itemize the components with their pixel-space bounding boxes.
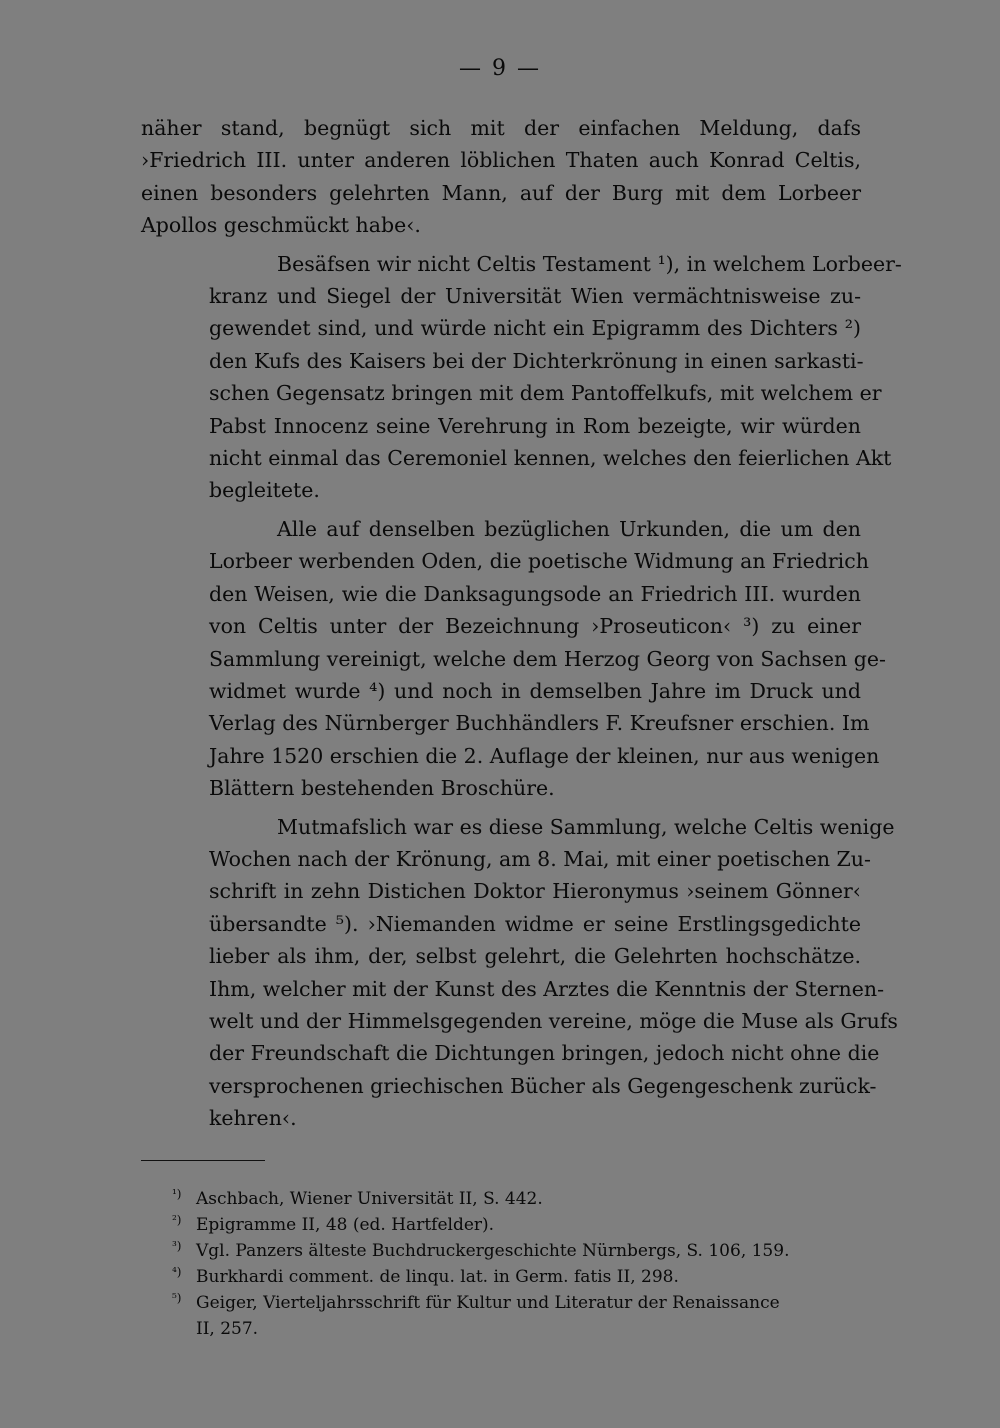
text-line: ›Friedrich III. unter anderen löblichen Thaten auch Konrad Celtis, xyxy=(141,148,861,173)
text-line: Blättern bestehenden Broschüre. xyxy=(209,776,555,801)
footnote-mark: ¹) xyxy=(172,1187,182,1201)
footnote-text: II, 257. xyxy=(196,1319,259,1339)
footnote-mark: ³) xyxy=(172,1239,182,1253)
paragraph-4 xyxy=(141,811,898,1135)
text-line: lieber als ihm, der, selbst gelehrt, die Gelehrten hochschätze. xyxy=(209,944,861,969)
text-line: den Kufs des Kaisers bei der Dichterkrönung in einen sarkasti- xyxy=(209,348,864,373)
text-line: Jahre 1520 erschien die 2. Auflage der kleinen, nur aus wenigen xyxy=(209,743,880,768)
footnote-mark: ⁴) xyxy=(172,1265,182,1279)
text-line: Besäfsen wir nicht Celtis Testament ¹), in welchem Lorbeer- xyxy=(277,251,902,276)
text-line: näher stand, begnügt sich mit der einfachen Meldung, dafs xyxy=(141,116,861,140)
text-line: schrift in zehn Distichen Doktor Hieronymus ›seinem Gönner‹ xyxy=(209,879,861,904)
footnote-divider xyxy=(141,1160,265,1161)
text-line: Mutmafslich war es diese Sammlung, welche Celtis wenige xyxy=(277,814,895,839)
text-line: kehren‹. xyxy=(209,1106,297,1131)
footnote-1 xyxy=(172,1186,862,1212)
footnote-4 xyxy=(172,1264,862,1290)
text-line: Apollos geschmückt habe‹. xyxy=(141,213,421,238)
text-line: Pabst Innocenz seine Verehrung in Rom bezeigte, wir würden xyxy=(209,413,861,438)
text-line: kranz und Siegel der Universität Wien vermächtnisweise zu- xyxy=(209,284,861,309)
text-line: widmet wurde ⁴) und noch in demselben Jahre im Druck und xyxy=(209,678,861,703)
footnote-5 xyxy=(172,1290,862,1342)
footnote-mark: ²) xyxy=(172,1213,182,1227)
main-text xyxy=(141,112,902,1141)
footnote-3 xyxy=(172,1238,862,1264)
footnote-text: Epigramme II, 48 (ed. Hartfelder). xyxy=(196,1215,495,1235)
text-line: den Weisen, wie die Danksagungsode an Friedrich III. wurden xyxy=(209,581,861,606)
footnote-text: Vgl. Panzers älteste Buchdruckergeschichte Nürnbergs, S. 106, 159. xyxy=(196,1241,790,1261)
text-line: Verlag des Nürnberger Buchhändlers F. Kreufsner erschien. Im xyxy=(209,711,870,736)
footnote-text: Burkhardi comment. de linqu. lat. in Germ. fatis II, 298. xyxy=(196,1267,679,1287)
text-line: übersandte ⁵). ›Niemanden widme er seine Erstlingsgedichte xyxy=(209,911,861,936)
footnote-2 xyxy=(172,1212,862,1238)
text-line: gewendet sind, und würde nicht ein Epigramm des Dichters ²) xyxy=(209,316,861,341)
text-line: nicht einmal das Ceremoniel kennen, welches den feierlichen Akt xyxy=(209,446,892,471)
page-number: — 9 — xyxy=(459,56,541,81)
text-line: Alle auf denselben bezüglichen Urkunden, die um den xyxy=(277,516,861,541)
footnote-text: Aschbach, Wiener Universität II, S. 442. xyxy=(196,1189,543,1209)
text-line: von Celtis unter der Bezeichnung ›Proseuticon‹ ³) zu einer xyxy=(209,614,861,639)
text-line: Ihm, welcher mit der Kunst des Arztes die Kenntnis der Sternen- xyxy=(209,976,885,1001)
text-line: Wochen nach der Krönung, am 8. Mai, mit einer poetischen Zu- xyxy=(209,846,871,871)
text-line: der Freundschaft die Dichtungen bringen, jedoch nicht ohne die xyxy=(209,1041,880,1066)
text-line: begleitete. xyxy=(209,478,320,503)
paragraph-2 xyxy=(141,248,902,507)
text-line: einen besonders gelehrten Mann, auf der Burg mit dem Lorbeer xyxy=(141,180,861,205)
text-line: Sammlung vereinigt, welche dem Herzog Georg von Sachsen ge- xyxy=(209,646,886,671)
text-line: schen Gegensatz bringen mit dem Pantoffelkufs, mit welchem er xyxy=(209,381,882,406)
text-line: versprochenen griechischen Bücher als Gegengeschenk zurück- xyxy=(209,1073,877,1098)
footnote-text: Geiger, Vierteljahrsschrift für Kultur und Literatur der Renaissance xyxy=(196,1293,780,1313)
paragraph-3 xyxy=(141,513,886,805)
footnote-mark: ⁵) xyxy=(172,1291,182,1305)
text-line: welt und der Himmelsgegenden vereine, möge die Muse als Grufs xyxy=(209,1008,898,1033)
paragraph-1 xyxy=(141,112,861,242)
footnotes xyxy=(172,1186,862,1342)
text-line: Lorbeer werbenden Oden, die poetische Widmung an Friedrich xyxy=(209,549,869,574)
